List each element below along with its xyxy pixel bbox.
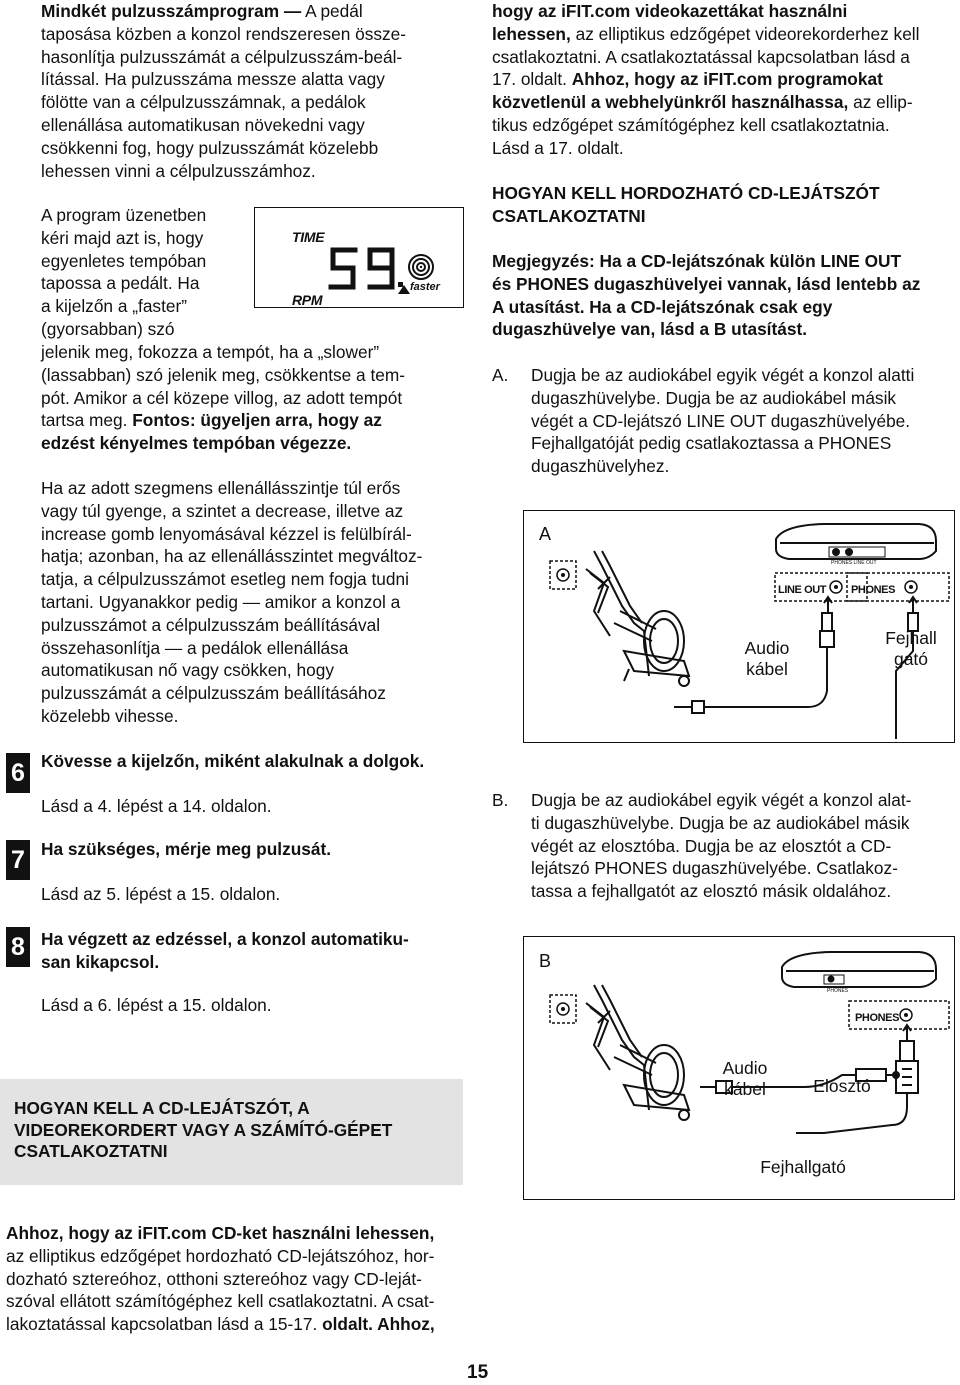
right-intro-bold-1: hogy az iFIT.com videokazettákat használni lehessen, bbox=[492, 1, 848, 44]
right-intro-text-2: az ellip- tikus edzőgépet számítógéphez kell csatlakoztatnia. Lásd a 17. oldalt. bbox=[492, 92, 913, 158]
rpm-label: RPM bbox=[292, 292, 323, 308]
faster-label: faster bbox=[410, 281, 440, 293]
elliptical-trainer-icon bbox=[586, 985, 689, 1120]
digit-5 bbox=[331, 250, 355, 287]
digit-9 bbox=[370, 250, 392, 287]
diagram-a-letter: A bbox=[539, 524, 552, 544]
connect-heading-box bbox=[0, 1079, 463, 1185]
program-message-intro: A program üzenetben kéri majd azt is, hogy egyenletes tempóban tapossa a pedált. Ha a kijelzőn a „faster” (gyorsabban) szó bbox=[41, 205, 207, 339]
page-number: 15 bbox=[467, 1362, 489, 1383]
step-6-badge: 6 bbox=[6, 753, 30, 793]
right-intro-text-1: az elliptikus edzőgépet videorekorderhez kell csatlakoztatni. A csatlakoztatással kapcsolatban lásd a 17. oldalt. bbox=[492, 23, 920, 90]
program-message-text: jelenik meg, fokozza a tempót, ha a „slower” (lassabban) szó jelenik meg, csökkentse a tem- pót. Amikor a cél közepe villog, az adott tempót tartsa meg. bbox=[41, 342, 406, 431]
cd-heading: HOGYAN KELL HORDOZHATÓ CD-LEJÁTSZÓT CSATLAKOZTATNI bbox=[492, 183, 880, 226]
step-7-ref: Lásd az 5. lépést a 15. oldalon. bbox=[41, 884, 281, 904]
splitter-label: Elosztó bbox=[813, 1076, 871, 1096]
resistance-paragraph: Ha az adott szegmens ellenállásszintje túl erős vagy túl gyenge, a szintet a decrease, illetve az increase gomb lenyomásával kézzel is felülbírál- hatja; azonban, ha az ellenállásszintet megváltoz- tatja, a célpulzusszámot esetleg nem fogja tudni tartani. Ugyanakkor pedig — amikor a konzol a pulzusszámot a célpulzusszám beállításával összehasonlítja — a pedálok ellenállása automatikusan nő vagy csökken, hogy pulzusszámát a célpulzusszám beállításához közelebb vihesse. bbox=[41, 478, 423, 726]
step-8-ref: Lásd a 6. lépést a 15. oldalon. bbox=[41, 995, 272, 1015]
headphone-label: Fejhall gató bbox=[885, 628, 937, 669]
splitter-icon bbox=[893, 1041, 918, 1093]
bottom-left-bold-2: oldalt. Ahhoz, bbox=[322, 1314, 435, 1335]
console-display bbox=[254, 207, 464, 308]
audio-cable-label: Audio kábel bbox=[722, 1058, 768, 1099]
step-8-badge: 8 bbox=[6, 927, 30, 967]
cd-player-icon bbox=[782, 952, 936, 987]
player-tiny-labels: PHONES LINE OUT bbox=[831, 560, 877, 566]
cd-player-icon bbox=[776, 524, 936, 559]
intro-bold: Mindkét pulzusszámprogram — bbox=[41, 1, 302, 21]
diagram-b-letter: B bbox=[539, 951, 552, 971]
cd-note: Megjegyzés: Ha a CD-lejátszónak külön LINE OUT és PHONES dugaszhüvelyei vannak, lásd lentebb az A utasítást. Ha a CD-lejátszónak csak egy dugaszhüvelye van, lásd a B utasítást. bbox=[492, 251, 921, 340]
time-label: TIME bbox=[292, 229, 325, 245]
program-message-important: Fontos: ügyeljen arra, hogy az edzést kényelmes tempóban végezze. bbox=[41, 410, 382, 454]
bottom-left-paragraph bbox=[6, 1222, 466, 1336]
intro-paragraph bbox=[41, 0, 461, 182]
diagram-a-graphic bbox=[524, 511, 954, 742]
right-intro-paragraph bbox=[492, 0, 954, 160]
diagram-a bbox=[523, 510, 955, 743]
instruction-a-text: Dugja be az audiokábel egyik végét a konzol alatti dugaszhüvelybe. Dugja be az audiokábel másik végét a CD-lejátszó LINE OUT dugaszhüvelyébe. Fejhallgatóját pedig csatlakoztassa a PHONES dugaszhüvelyhez. bbox=[531, 365, 915, 477]
step-8-title: Ha végzett az edzéssel, a konzol automatiku- san kikapcsol. bbox=[41, 929, 409, 972]
step-6-ref: Lásd a 4. lépést a 14. oldalon. bbox=[41, 796, 272, 816]
instruction-b-text: Dugja be az audiokábel egyik végét a konzol alat- ti dugaszhüvelybe. Dugja be az audiokábel másik végét az elosztóba. Dugja be az elosztót a CD- lejátszó PHONES dugaszhüvelyébe. Csatlakoz- tassa a fejhallgatót az elosztó másik oldalához. bbox=[531, 790, 912, 902]
bottom-left-text: az elliptikus edzőgépet hordozható CD-lejátszóhoz, hor- dozható sztereóhoz, otthoni sztereóhoz vagy CD-leját- szóval ellátott számítógéphez kell csatlakoztatni. A csat- lakoztatással kapcsolatban lásd a 15-17. bbox=[6, 1245, 435, 1335]
headphone-label: Fejhallgató bbox=[760, 1157, 846, 1177]
phones-label: PHONES bbox=[855, 1012, 900, 1024]
intro-text: A pedál taposása közben a konzol rendszeresen össze- hasonlítja pulzusszámát a célpulzusszám-beál- lítással. Ha pulzusszáma messze alatta vagy fölötte van a célpulzusszámnak, a pedálok ellenállása automatikusan növekedni vagy csökkenni fog, hogy pulzusszámát közelebb lehessen vinni a célpulzusszámhoz. bbox=[41, 1, 407, 181]
phones-label: PHONES bbox=[851, 584, 896, 596]
bottom-left-bold-1: Ahhoz, hogy az iFIT.com CD-ket használni lehessen, bbox=[6, 1223, 435, 1243]
step-7-badge: 7 bbox=[6, 840, 30, 880]
connect-heading: HOGYAN KELL A CD-LEJÁTSZÓT, A VIDEOREKORDERT VAGY A SZÁMÍTÓ-GÉPET CSATLAKOZTATNI bbox=[14, 1098, 393, 1162]
right-intro-bold-2: Ahhoz, hogy az iFIT.com programokat közvetlenül a webhelyünkről használhassa, bbox=[492, 69, 883, 113]
step-7-title: Ha szükséges, mérje meg pulzusát. bbox=[41, 839, 332, 859]
step-6-title: Kövesse a kijelzőn, miként alakulnak a dolgok. bbox=[41, 751, 425, 771]
elliptical-trainer-icon bbox=[586, 551, 689, 686]
audio-cable-label: Audio kábel bbox=[744, 638, 790, 679]
headphone-plug-icon bbox=[796, 1093, 907, 1133]
instruction-b-label: B. bbox=[492, 790, 509, 810]
line-out-label: LINE OUT bbox=[778, 584, 827, 596]
program-message-paragraph bbox=[41, 341, 471, 455]
player-tiny-label: PHONES bbox=[827, 988, 849, 994]
diagram-b bbox=[523, 936, 955, 1200]
instruction-a-label: A. bbox=[492, 365, 509, 385]
